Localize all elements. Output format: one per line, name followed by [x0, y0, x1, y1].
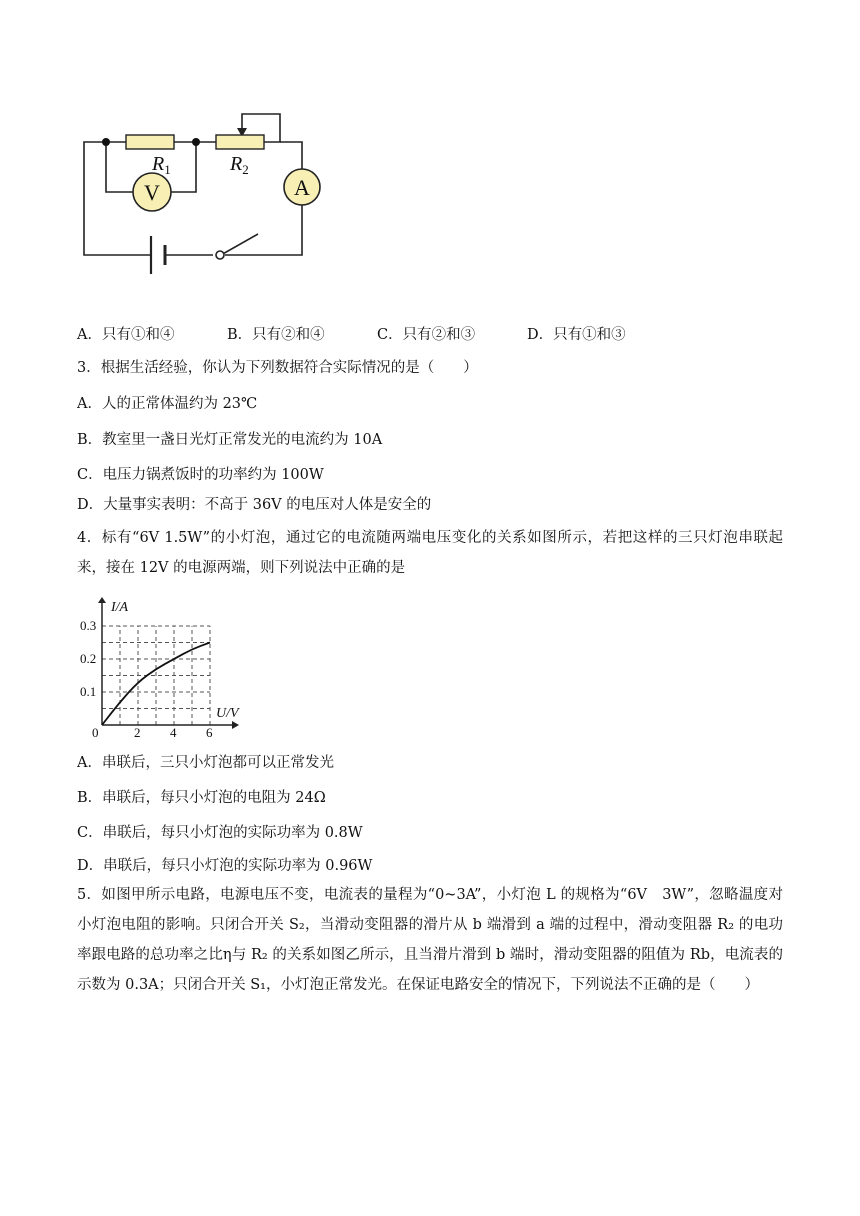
svg-text:R1 — [151, 153, 171, 177]
x-tick-label: 2 — [134, 725, 141, 740]
q2-option-b[interactable]: B．只有②和④ — [227, 327, 325, 343]
voltmeter-label: V — [144, 180, 160, 205]
q5-text: 5．如图甲所示电路，电源电压不变，电流表的量程为“0~3A”，小灯泡 L 的规格为“6V 3W”，忽略温度对小灯泡电阻的影响。只闭合开关 S₂，当滑动变阻器的滑片从 b 端滑到 a 端的过程中，滑动变阻器 R₂ 的电功率跟电路的总功率之比η与 R₂ 的关系如图乙所示，且当滑片滑到 b 端时，滑动变阻器的阻值为 Rb，电流表的示数为 0.3A；只闭合开关 S₁，小灯泡正常发光。在保证电路安全的情况下，下列说法不正确的是（ ） — [77, 887, 783, 993]
q4-option-b[interactable]: B．串联后，每只小灯泡的电阻为 24Ω — [77, 790, 326, 806]
circuit-diagram — [78, 108, 338, 276]
resistor-r2 — [216, 135, 264, 149]
x-axis-label: U/V — [216, 706, 239, 721]
q2-option-a[interactable]: A．只有①和④ — [77, 327, 175, 343]
iv-chart — [82, 597, 242, 739]
ammeter-label: A — [294, 175, 310, 200]
x-axis-arrow — [232, 721, 239, 729]
y-axis-label: I/A — [111, 600, 129, 615]
r1-subscript: 1 — [164, 162, 171, 177]
svg-text:R2 — [229, 153, 249, 177]
q4-option-a[interactable]: A．串联后，三只小灯泡都可以正常发光 — [77, 755, 334, 771]
origin-label: 0 — [92, 725, 99, 740]
q3-option-b[interactable]: B．教室里一盏日光灯正常发光的电流约为 10A — [77, 432, 383, 448]
r2-subscript: 2 — [242, 162, 249, 177]
q3-stem: 3．根据生活经验，你认为下列数据符合实际情况的是（ ） — [77, 360, 478, 376]
x-tick-label: 6 — [206, 725, 213, 740]
r1-label: R — [152, 153, 165, 175]
q3-option-c[interactable]: C．电压力锅煮饭时的功率约为 100W — [77, 467, 324, 483]
y-axis-arrow — [98, 597, 106, 603]
q4-option-d[interactable]: D．串联后，每只小灯泡的实际功率为 0.96W — [77, 858, 373, 874]
q3-option-d[interactable]: D．大量事实表明：不高于 36V 的电压对人体是安全的 — [77, 497, 432, 513]
q2-option-c[interactable]: C．只有②和③ — [377, 327, 476, 343]
x-tick-label: 4 — [170, 725, 177, 740]
y-tick-label: 0.1 — [80, 684, 97, 699]
y-tick-label: 0.3 — [80, 618, 97, 633]
q4-option-c[interactable]: C．串联后，每只小灯泡的实际功率为 0.8W — [77, 825, 363, 841]
y-tick-label: 0.2 — [80, 651, 97, 666]
q4-stem: 4．标有“6V 1.5W”的小灯泡，通过它的电流随两端电压变化的关系如图所示，若把这样的三只灯泡串联起来，接在 12V 的电源两端，则下列说法中正确的是 — [77, 530, 783, 576]
r2-label: R — [230, 153, 243, 175]
resistor-r1 — [126, 135, 174, 149]
q2-options — [77, 325, 626, 345]
q2-option-d[interactable]: D．只有①和③ — [527, 327, 626, 343]
q3-option-a[interactable]: A．人的正常体温约为 23℃ — [77, 396, 258, 412]
